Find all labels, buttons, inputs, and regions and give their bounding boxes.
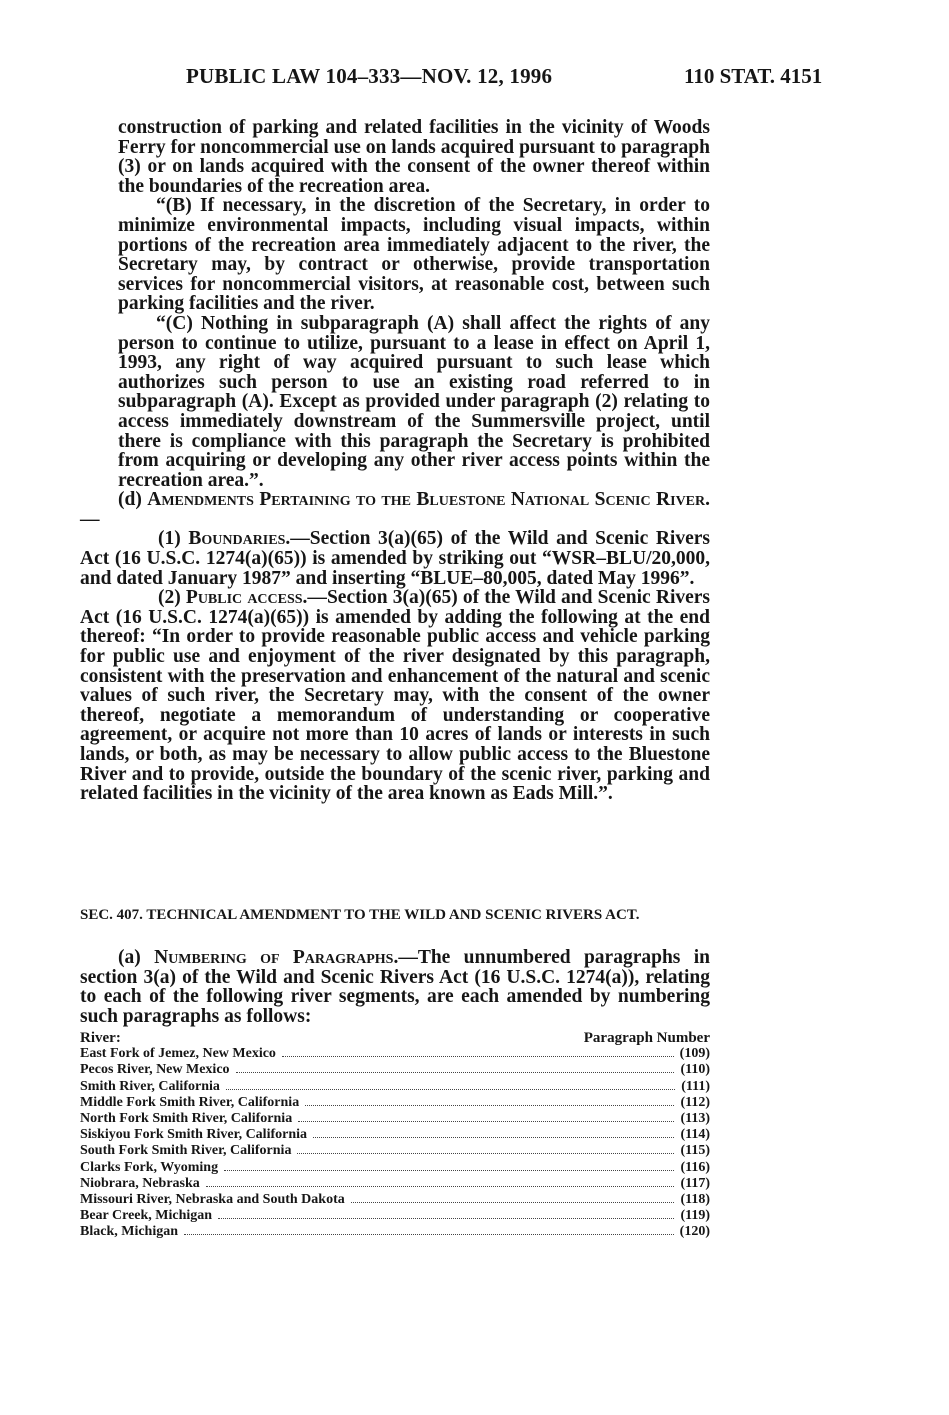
river-paragraph-table [80, 1030, 710, 1241]
river-name: North Fork Smith River, California [80, 1111, 293, 1127]
paragraph-number: (120) [679, 1224, 710, 1240]
paragraph-number: (111) [681, 1078, 710, 1094]
leader-dots [351, 1202, 675, 1203]
leader-dots [224, 1170, 674, 1171]
table-header [80, 1030, 710, 1046]
subsection-d-label: (d) [118, 489, 142, 511]
paragraph-d2-heading: Public access.— [185, 587, 327, 609]
section-407-body [80, 948, 710, 1026]
paragraph-number: (115) [680, 1143, 710, 1159]
paragraph-b: “(B) If necessary, in the discretion of the Secretary, in order to minimize environmental impacts, including visual impacts, within portions of the recreation area immediately adjacent to the river, the Secretary may, by contract or otherwise, provide transportation services for noncommercial visitors, at reasonable cost, between such parking facilities and the river. [118, 195, 710, 315]
paragraph-d1-heading: Boundaries.— [188, 528, 310, 550]
paragraph-number: (109) [679, 1046, 710, 1062]
table-row [80, 1127, 710, 1143]
column-river: River: [80, 1030, 121, 1046]
paragraph-number: (110) [680, 1062, 710, 1078]
table-row [80, 1224, 710, 1240]
river-name: Black, Michigan [80, 1224, 179, 1240]
column-paragraph-number: Paragraph Number [583, 1030, 710, 1046]
paragraph-number: (119) [680, 1208, 710, 1224]
paragraph-d2-text: Section 3(a)(65) of the Wild and Scenic Rivers Act (16 U.S.C. 1274(a)(65)) is amended by adding the following at the end thereof: “In order to provide reasonable public access and vehicle parking for public use and enjoyment of the river designated by this paragraph, consistent with the preservation and enhancement of the natural and scenic values of such river, the Secretary may, with the consent of the owner thereof, negotiate a memorandum of understanding or cooperative agreement, or acquire not more than 10 acres of lands or interests in such lands, or both, as may be necessary to allow public access to the Bluestone River and to provide, outside the boundary of the scenic river, parking and related facilities in the vicinity of the area known as Eads Mill.”. [80, 587, 711, 805]
river-name: Pecos River, New Mexico [80, 1062, 230, 1078]
leader-dots [298, 1121, 674, 1122]
subsection-d-title: Amendments Pertaining to the Bluestone National Scenic River.— [80, 489, 710, 530]
table-row [80, 1160, 710, 1176]
paragraph-d1 [80, 529, 710, 588]
subsection-d-heading [80, 490, 710, 529]
leader-dots [305, 1105, 674, 1106]
body-text [80, 118, 710, 804]
subsection-a [80, 948, 710, 1026]
paragraph-number: (118) [680, 1192, 710, 1208]
table-row [80, 1079, 710, 1095]
leader-dots [236, 1072, 675, 1073]
table-row [80, 1176, 710, 1192]
table-row [80, 1046, 710, 1062]
leader-dots [297, 1153, 674, 1154]
paragraph-d1-text: Section 3(a)(65) of the Wild and Scenic Rivers Act (16 U.S.C. 1274(a)(65)) is amended by striking out “WSR–BLU/20,000, and dated January 1987” and inserting “BLUE–80,005, dated May 1996”. [80, 528, 711, 589]
river-name: South Fork Smith River, California [80, 1143, 292, 1159]
paragraph-number: (117) [680, 1175, 710, 1191]
subsection-a-text: The unnumbered paragraphs in section 3(a) of the Wild and Scenic Rivers Act (16 U.S.C. 1274(a)), relating to each of the following river segments, are each amended by numbering such paragraphs as follows: [80, 947, 710, 1027]
leader-dots [206, 1186, 675, 1187]
paragraph-number: (114) [680, 1127, 710, 1143]
leader-dots [218, 1218, 674, 1219]
river-name: Middle Fork Smith River, California [80, 1094, 300, 1110]
section-407-heading: SEC. 407. TECHNICAL AMENDMENT TO THE WILD AND SCENIC RIVERS ACT. [80, 907, 640, 923]
leader-dots [184, 1234, 674, 1235]
river-name: Smith River, California [80, 1078, 220, 1094]
river-name: East Fork of Jemez, New Mexico [80, 1046, 276, 1062]
leader-dots [313, 1137, 674, 1138]
leader-dots [226, 1089, 675, 1090]
paragraph-d2-label: (2) [158, 587, 181, 609]
table-row [80, 1208, 710, 1224]
table-row [80, 1111, 710, 1127]
river-name: Clarks Fork, Wyoming [80, 1159, 219, 1175]
paragraph-d1-label: (1) [158, 528, 181, 550]
table-row [80, 1062, 710, 1078]
table-row [80, 1192, 710, 1208]
paragraph-number: (112) [680, 1094, 710, 1110]
river-name: Niobrara, Nebraska [80, 1175, 200, 1191]
paragraph-continuation: construction of parking and related facilities in the vicinity of Woods Ferry for noncommercial use on lands acquired pursuant to paragraph (3) or on lands acquired with the consent of the owner thereof within the boundaries of the recreation area. [118, 117, 710, 197]
table-row [80, 1143, 710, 1159]
paragraph-d2 [80, 588, 710, 804]
leader-dots [282, 1056, 674, 1057]
page-number: 110 STAT. 4151 [684, 64, 823, 88]
paragraph-number: (113) [680, 1111, 710, 1127]
paragraph-number: (116) [680, 1159, 710, 1175]
table-row [80, 1095, 710, 1111]
river-name: Siskiyou Fork Smith River, California [80, 1127, 308, 1143]
river-name: Missouri River, Nebraska and South Dakota [80, 1192, 345, 1208]
river-name: Bear Creek, Michigan [80, 1208, 213, 1224]
subsection-a-label: (a) [118, 947, 141, 968]
running-head-title: PUBLIC LAW 104–333—NOV. 12, 1996 [186, 64, 553, 88]
paragraph-c: “(C) Nothing in subparagraph (A) shall affect the rights of any person to continue to utilize, pursuant to a lease in effect on April 1, 1993, any right of way acquired pursuant to such lease which authorizes such person to use an existing road referred to in subparagraph (A). Except as provided under paragraph (2) relating to access immediately downstream of the Summersville project, until there is compliance with this paragraph the Secretary is prohibited from acquiring or developing any other river access points within the recreation area.”. [118, 312, 710, 491]
subsection-a-heading: Numbering of Paragraphs.— [154, 947, 418, 968]
